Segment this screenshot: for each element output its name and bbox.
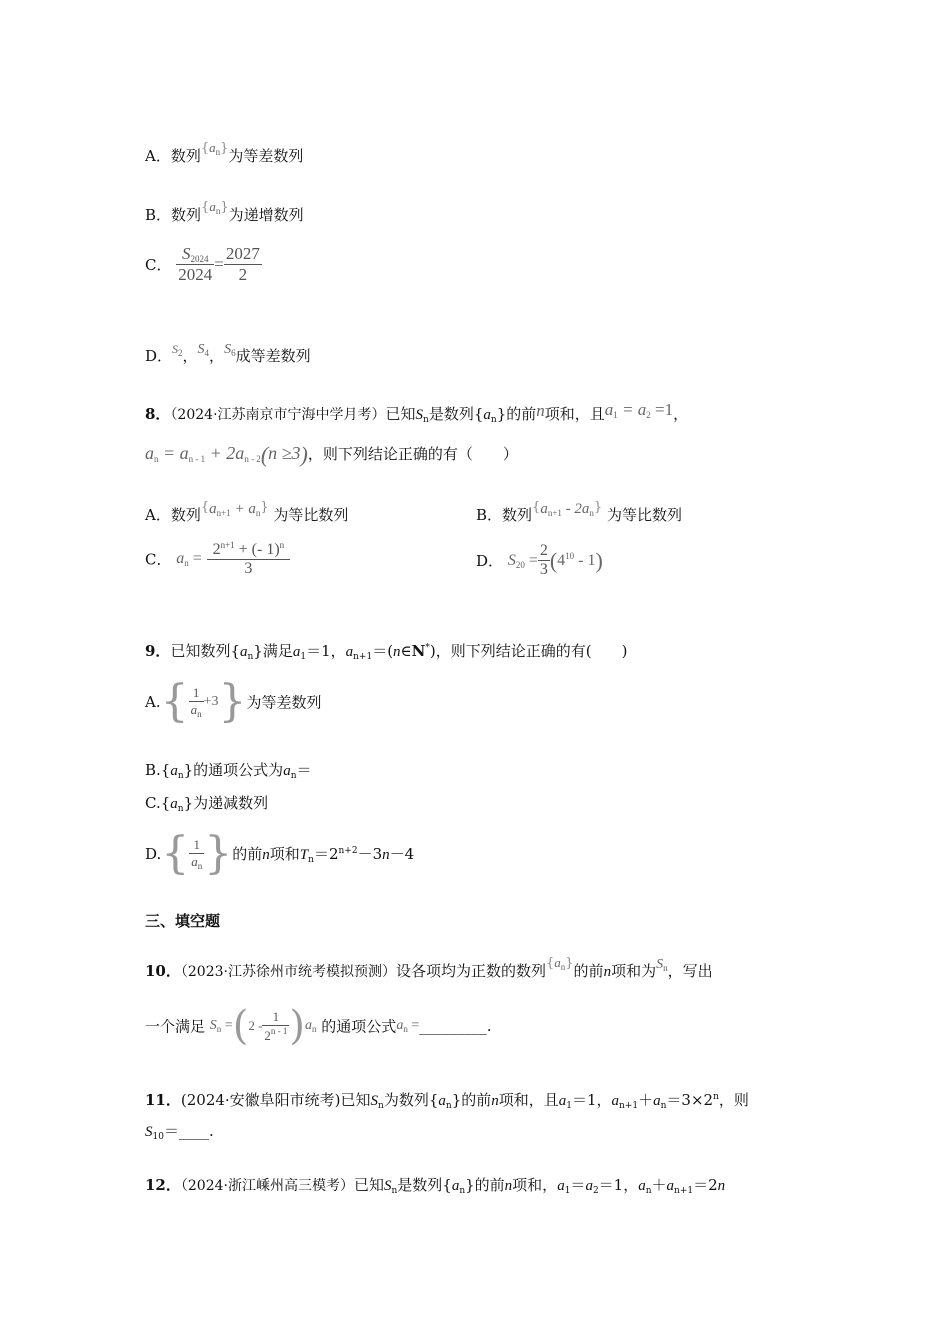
q9-option-a: A.{ $\frac{1}{a_n}$ +3}为等差数列 bbox=[145, 676, 322, 727]
q8-option-d: D． $S_{20}$ = $\frac{2}{3}$ $(4^{10} - 1)$ bbox=[476, 542, 603, 578]
q9-option-b: $B.\{a_n\}$的通项公式为$a_n=$ bbox=[145, 761, 312, 781]
fraction-1-over-2pow: $\frac{1}{2^{n - 1}}$ bbox=[264, 1008, 288, 1043]
option-text: 为等差数列 bbox=[228, 147, 304, 165]
option-text: 成等差数列 bbox=[235, 347, 311, 365]
q9-option-d: D.{ $\frac{1}{a_n}$ }的前n项和$T_n=2^{n+2}-3n-4$ bbox=[145, 828, 415, 879]
question-number: 8． bbox=[145, 405, 171, 423]
q7-option-b: B．数列$\{a_n\}$为递增数列 bbox=[145, 199, 304, 224]
condition-math: $a_1 = a_2 =1$ bbox=[604, 400, 674, 420]
q11-stem-line1: 11．(2024·安徽阜阳市统考)已知$S_n$为数列$\{a_n\}$的前n项和，且$a_1=1$，$a_{n+1}+a_n=3\times 2^n$，则 bbox=[145, 1091, 749, 1111]
q7-option-c: C． $\frac{S_{2024}}{2024}$ = $\frac{2027}{2}$ bbox=[145, 244, 260, 284]
option-text: 为递增数列 bbox=[228, 206, 304, 224]
answer-blank[interactable]: _________ bbox=[419, 1017, 487, 1035]
q10-stem-line2: 一个满足 $S_n =(2$ - $\frac{1}{2^{n - 1}}$ )$a_n$ 的通项公式$a_n$ =_________. bbox=[145, 1003, 492, 1049]
answer-blank[interactable]: ____ bbox=[178, 1122, 209, 1140]
q8-stem-line1: 8．（2024·江苏南京市宁海中学月考）已知$S_n$是数列$\{a_n\}$的前n项和，且$a_1 = a_2 =1$， bbox=[145, 400, 689, 425]
q11-stem-line2: $S_{10}=\_\_\_\_$. bbox=[145, 1122, 214, 1142]
fraction-an: $\frac{2^{n+1} + (- 1)^n}{3}$ bbox=[207, 540, 291, 578]
fraction-2027: $\frac{2027}{2}$ bbox=[225, 244, 260, 284]
fraction-1-over-an: $\frac{1}{a_n}$ bbox=[190, 685, 202, 719]
recurrence-math: $a_n = a_{n - 1} + 2a_{n - 2}(n \ge 3)$ bbox=[145, 442, 308, 467]
option-label: D． bbox=[145, 347, 173, 365]
q8-option-c: C． $a_n$ = $\frac{2^{n+1} + (- 1)^n}{3}$ bbox=[145, 540, 290, 578]
q9-option-c: $C.\{a_n\}$为递减数列 bbox=[145, 794, 269, 814]
q7-option-a: A．数列$\{a_n\}$为等差数列 bbox=[145, 140, 304, 165]
question-source: （2024·江苏南京市宁海中学月考） bbox=[170, 407, 386, 423]
fraction-two-thirds: $\frac{2}{3}$ bbox=[539, 542, 548, 578]
math-seq: $a_n$ bbox=[209, 140, 221, 157]
fraction-1-over-an: $\frac{1}{a_n}$ bbox=[191, 837, 203, 871]
q10-stem-line1: 10．（2023·江苏徐州市统考模拟预测）设各项均为正数的数列$\{a_n\}$的前n项和为$S_n$，写出 bbox=[145, 955, 713, 980]
fraction-s2024: $\frac{S_{2024}}{2024}$ bbox=[178, 244, 213, 284]
q8-stem-line2: $a_n = a_{n - 1} + 2a_{n - 2}(n \ge 3)$，则下列结论正确的有（ ） bbox=[145, 442, 518, 467]
q8-option-a: A．数列$\{a_{n+1} + a_n\}$ 为等比数列 bbox=[145, 500, 349, 524]
option-label: B．数列 bbox=[145, 206, 202, 224]
q9-stem: 9．已知数列$\{a_n\}$满足$a_1=1$，$a_{n+1}=(n\in N^*)$，则下列结论正确的有( ) bbox=[145, 642, 628, 662]
math-seq: $a_n$ bbox=[209, 199, 221, 216]
q7-option-d: D．$^{S_2}$，$S_4$，$S_6$成等差数列 bbox=[145, 342, 311, 365]
option-label: C． bbox=[145, 256, 172, 274]
q12-stem-line1: 12．（2024·浙江嵊州高三模考）已知$S_n$是数列$\{a_n\}$的前n项和，$a_1=a_2=1$，$a_n+a_{n+1}=2n$ bbox=[145, 1176, 726, 1196]
q8-option-b: B．数列$\{a_{n+1} - 2a_n\}$ 为等比数列 bbox=[476, 500, 682, 524]
section-title: 三、填空题 bbox=[145, 912, 221, 930]
option-label: A．数列 bbox=[145, 147, 201, 165]
